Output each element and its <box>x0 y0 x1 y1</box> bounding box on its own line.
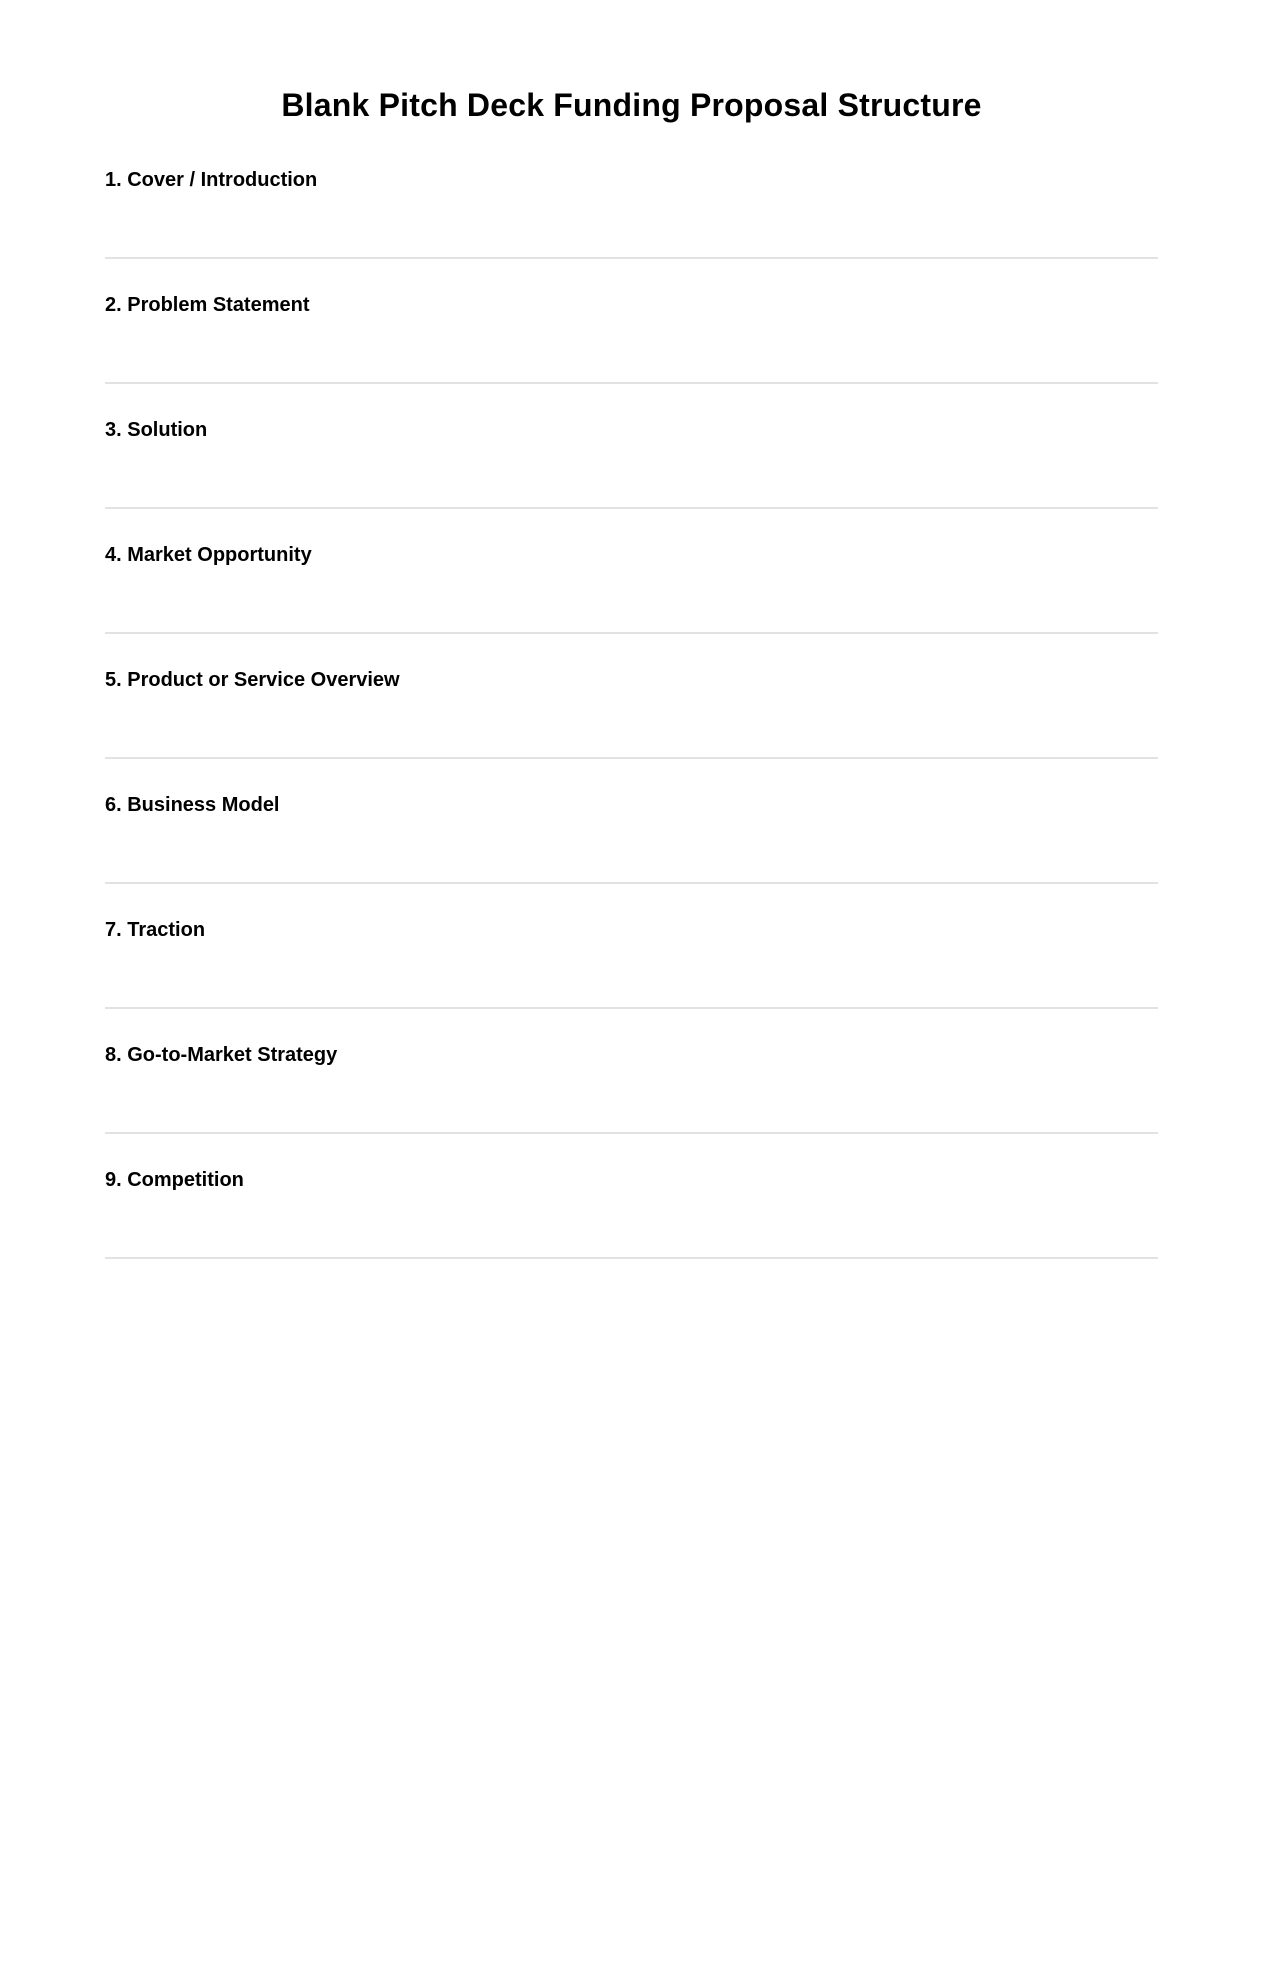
section-divider <box>105 1132 1158 1134</box>
section <box>105 1168 1158 1259</box>
section-divider <box>105 1007 1158 1009</box>
section-heading: 7. Traction <box>105 919 206 942</box>
section-heading: 9. Competition <box>105 1169 244 1192</box>
section-divider <box>105 382 1158 384</box>
page-title: Blank Pitch Deck Funding Proposal Structure <box>281 87 982 123</box>
section-heading: 4. Market Opportunity <box>105 544 312 567</box>
section <box>105 293 1158 384</box>
section-divider <box>105 632 1158 634</box>
section-heading: 8. Go-to-Market Strategy <box>105 1044 338 1067</box>
section-divider <box>105 882 1158 884</box>
section <box>105 543 1158 634</box>
section-heading: 5. Product or Service Overview <box>105 669 400 692</box>
section-heading: 1. Cover / Introduction <box>105 169 318 192</box>
section-heading: 2. Problem Statement <box>105 294 310 317</box>
section <box>105 793 1158 884</box>
section <box>105 918 1158 1009</box>
section <box>105 168 1158 259</box>
section-list <box>105 168 1158 1259</box>
section-divider <box>105 507 1158 509</box>
section-divider <box>105 757 1158 759</box>
section <box>105 418 1158 509</box>
section-divider <box>105 1257 1158 1259</box>
section-heading: 6. Business Model <box>105 794 280 817</box>
section-heading: 3. Solution <box>105 419 208 442</box>
section-divider <box>105 257 1158 259</box>
section <box>105 1043 1158 1134</box>
document-page <box>0 86 1263 1962</box>
section <box>105 668 1158 759</box>
